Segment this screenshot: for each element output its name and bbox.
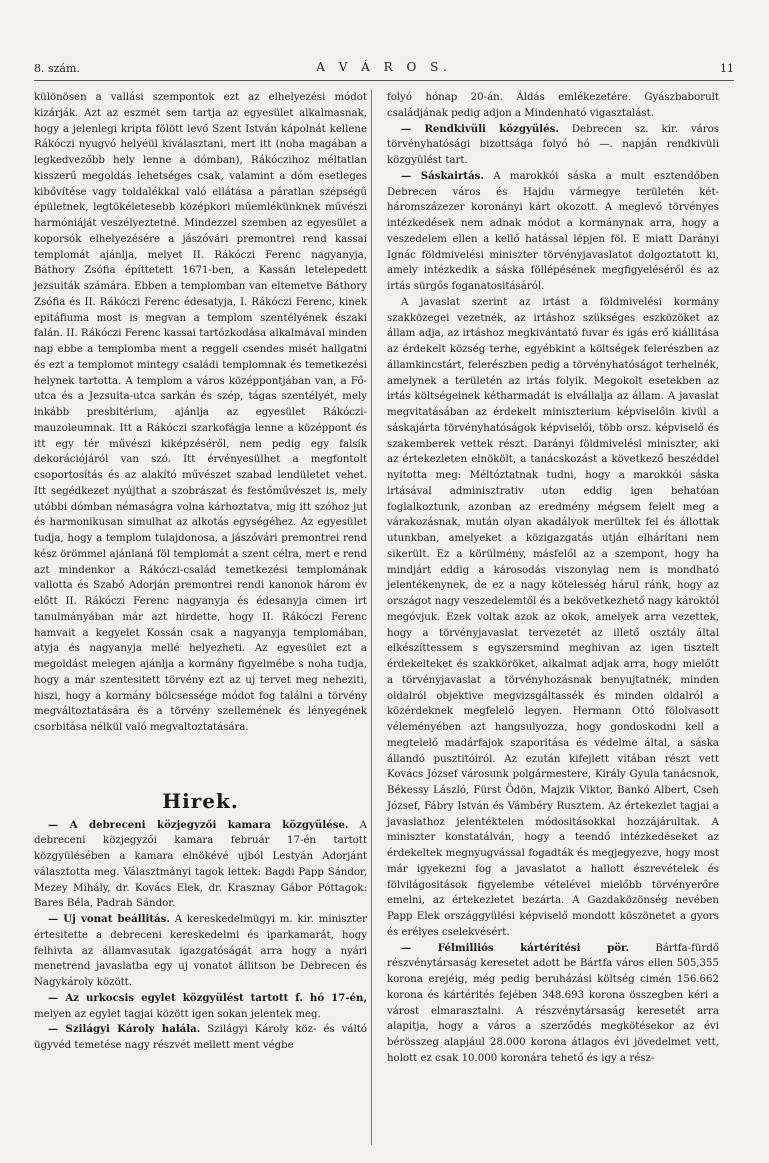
news-headline: — Uj vonat beállitás. [48, 913, 170, 925]
left-column [34, 90, 367, 1054]
article-paragraph: különösen a vallási szempontok ezt az elhelyezési módot kizárják. Azt az eszmét sem tartja az egyesület alkalmasnak, hogy a jelenlegi kripta fölött levő Szent István kápolnát kellene Rákóczi nyugvó helyéül kiválasztani, mert itt (noha magában a legkedvezőbb hely lenne a dómban), Rákóczihoz méltatlan kisszerű megoldás lehetséges csak, valamint a dóm esetleges kibővítése vagy toldalékkal való ellátása a páratlan szépségű épületnek, legtökéletesebb középkori műemlékünknek művészi harmóniáját veszélyeztetné. Mindezzel szemben az egyesület a koporsók elhelyezésére a jászóvári premontrei rend kassai templomát ajánlja, melyet II. Rákóczi Ferenc nagyanyja, Báthory Zsófia építtetett 1671-ben, a Kassán letelepedett jezsuiták számára. Ebben a templomban van eltemetve Báthory Zsófia és II. Rákóczi Ferenc édesatyja, I. Rákóczi Ferenc, kinek epitáfiuma most is megvan a templom szentélyének északi falán. II. Rákóczi Ferenc kassai tartózkodása alkalmával minden nap ebbe a templomba ment a reggeli csendes misét hallgatni és ezt a templomot mintegy családi templomnak és temetkezési helynek tartotta. A templom a város középpontjában van, a Fő-utca és a Jezsuita-utca sarkán és szép, tágas szentélyét, mely inkább presbitérium, ajánlja az egyesület Rákóczi-mauzoleumnak. Itt a Rákóczi szarkofágja lenne a középpont és itt egy tér művészi kiképzéséről, nem pedig egy falsík dekorációjáról van szó. Itt érvényesülhet a megfontolt csoportosítás és az alakító művészet szabad lendületet vehet. Itt segédkezet nyújthat a szobrászat és festőművészet is, mely utóbbi dómban némaságra volna kárhoztatva, mig itt szóhoz jut és harmonikusan simulhat az alkotás egységéhez. Az egyesület tudja, hogy a templom tulajdonosa, a jászóvári premontrei rend kész örömmel ajánlaná föl templomát a szent célra, mert e rend azt mindenkor a Rákóczi-család temetkezési templomának vallotta és Szabó Adorján premontrei rendi kanonok három év előtt II. Rákóczi Ferenc nagyanyja és édesanyja cimen irt tanulmányában már azt hirdette, hogy II. Rákóczi Ferenc hamvait a kegyelet Kossán csak a nagyanyja templomában, atyja és nagyanyja mellé helyezheti. Az egyesület ezt a megoldást melegen ajánlja a kormány figyelmébe s noha tudja, hogy a már szentesitett törvény ezt az uj tervet meg neheziti, hiszi, hogy a kormány bölcsessége módot fog találni a törvény megváltoztatására és a törvény szellemének és lényegének csorbitása nélkül való megvaltoztatására. [34, 92, 367, 733]
section-title: Hirek. [162, 788, 239, 813]
news-item [34, 1022, 367, 1054]
news-headline: — Sáskairtás. [401, 169, 484, 182]
news-headline: — Az urkocsis egylet közgyülést tartott f. hó 17-én, [48, 991, 367, 1004]
publication-title: A V Á R O S. [316, 60, 452, 74]
column-divider [371, 90, 372, 1145]
news-body: A debreceni közjegyzői kamara február 17-én tartott közgyülésében a kamara elnökévé ujból Lestyán Adorjánt választotta meg. Választmányi tagok lettek: Bagdi Papp Sándor, Mezey Mihály, dr. Kovács Elek, dr. Krasznay Gábor Póttagok: Bares Béla, Padrah Sándor. [34, 819, 367, 910]
news-item [34, 818, 367, 913]
news-headline: — Rendkivüli közgyülés. [401, 122, 559, 135]
news-body: Debrecen sz. kir. város törvényhatósági bizottsága folyó hó —. napján rendkivüli közgyülést tart. [387, 123, 719, 166]
news-body: A kereskedelmügyi m. kir. miniszter értesitette a debreceni kereskedelmi és iparkamarát, hogy felhivta az államvasutak igazgatóságát arra hogy a nyári menetrend javaslatba egy uj vonatot állitson be Debrecen és Nagykároly között. [34, 914, 368, 988]
news-item [387, 169, 719, 295]
news-headline: — Szilágyi Károly halála. [48, 1023, 201, 1036]
news-headline: — Félmilliós kártérítési pör. [401, 941, 630, 954]
page-header [34, 58, 734, 78]
issue-number: 8. szám. [34, 62, 80, 75]
news-body: Szilágyi Károly köz- és váltó ügyvéd temetése nagy részvét mellett ment végbe [34, 1024, 367, 1051]
news-item [387, 941, 719, 1067]
news-item [387, 122, 719, 169]
news-body: melyen az egylet tagjai között igen sokan jelentek meg. [34, 1008, 321, 1020]
news-item [34, 912, 367, 991]
article-paragraph: folyó hónap 20-án. Áldás emlékezetére. Gyászbaborult családjának pedig adjon a Mindenható vigasztalást. [387, 92, 719, 119]
news-item [34, 991, 367, 1023]
article-paragraph: A javaslat szerint az irtást a földmivelési kormány szakközegei vezetnék, az irtáshoz szükséges eszközöket az állam adja, az irtáshoz megkivántató fuvar és igás erő kiállitása az érdekelt község terhe, egyébkint a költségek felerészben az államkincstárt, felerészben pedig a törvényhatóságot terhelnék, amelynek a területén az irtás folyik. Megokolt esetekben az irtás költségeinek kétharmadát is elvállalja az állam. A javaslat megvitatásában az érdekelt miniszterium képviselőin kivül a sáskajárta törvényhatóságok képviselői, több orsz. képviselő és szakemberek vettek részt. Darányi földmivelési miniszter, aki az értekezleten elnökölt, a tanácskozást a következő beszéddel nyitotta meg: Méltóztatnak tudni, hogy a marokkói sáska irtásával adminisztrativ uton eddig igen behatóan foglalkoztunk, azonban az eredmény mégsem felelt meg a várakozásnak, mután olyan akadályok merültek fel és állottak utunkban, amelyeket a közigazgatás utján elhárítani nem sikerült. Ez a körülmény, másfelől az a szempont, hogy ha mindjárt eddig a károsodás viszonylag nem is mondható jelentékenynek, de ez a nagy kötelesség hárul ránk, hogy az országot nagy veszedelemtől és a bekövetkezhető nagy károktól megóvjuk. Ezek voltak azok az okok, amelyek arra vezettek, hogy a törvényjavaslat tervezetét az illető osztály által elkészíttessem s egyszersmind meghivan az igen tisztelt érdekelteket és szakköröket, alkalmat adjak arra, hogy mielőtt a törvényjavaslat a törvényhozásnak benyujtatnék, minden oldalról objektive megvizsgáltassék és minden oldalról a közérdeknek megfelelő legyen. Hermann Ottó fölolvasott véleményében azt hangsulyozza, hogy gondoskodni kell a megtelelő madárfajok szaporitása és védelme által, a sáska állandó pusztitóiról. Az ezután kifejlett vitában részt vett Kovács József városunk polgármestere, Király Gyula tanácsnok, Békessy László, Fürst Ödön, Majzik Viktor, Bankó Albert, Cseh József, Fábry István és Vámbéry Rusztem. Az értekezlet tagjai a javaslathoz jelentéktelen módositásokkal hozzájárultak. A miniszter konstatálván, hogy a teendő intézkedéseket az érdekeltek megnyugvással fogadták és megjegyezve, hogy most már igyekezni fog a javaslatot a hallott észrevételek és fölvilágositások figyelembe vételével mielőbb törvényerőre emelni, az értekezletet bezárta. A Gazdaközönség nevében Papp Elek országgyülési képviselő mondott köszönetet a gyors és erélyes cselekvésért. [387, 296, 719, 938]
right-column [387, 90, 719, 1067]
news-body: A marokkói sáska a mult esztendőben Debrecen város és Hajdu vármegye területén két-háromszázezer koronányi kárt okozott. A meglevő törvényes intézkedések nem adnak módot a kormánynak arra, hogy a veszedelem ellen a kellő hatással lépjen föl. E miatt Darányi Ignác földmivelési miniszter törvényjavaslatot dolgoztatott ki, amely intézkedik a sáska föllépésének megfigyeléséről és az irtás sürgős foganatositásáról. [387, 170, 719, 292]
news-headline: — A debreceni közjegyzői kamara közgyülése. [48, 818, 349, 831]
header-rule [34, 80, 734, 81]
news-body: Bártfa-fürdő részvénytársaság keresetet adott be Bártfa város ellen 505,355 korona erejéig, még pedig beruházási költség cimén 156.662 korona és kártérités fejében 348.693 korona összegben kéri a várost elmarasztalni. A részvénytársaság keresetét arra alapitja, hogy a város a szerződés megkötésekor az évi bérösszeg alapjául 28.000 korona átlagos évi jövedelmet vett, holott ez csak 10.000 koronára tehető és igy a rész- [387, 942, 719, 1064]
page-number: 11 [720, 62, 734, 75]
